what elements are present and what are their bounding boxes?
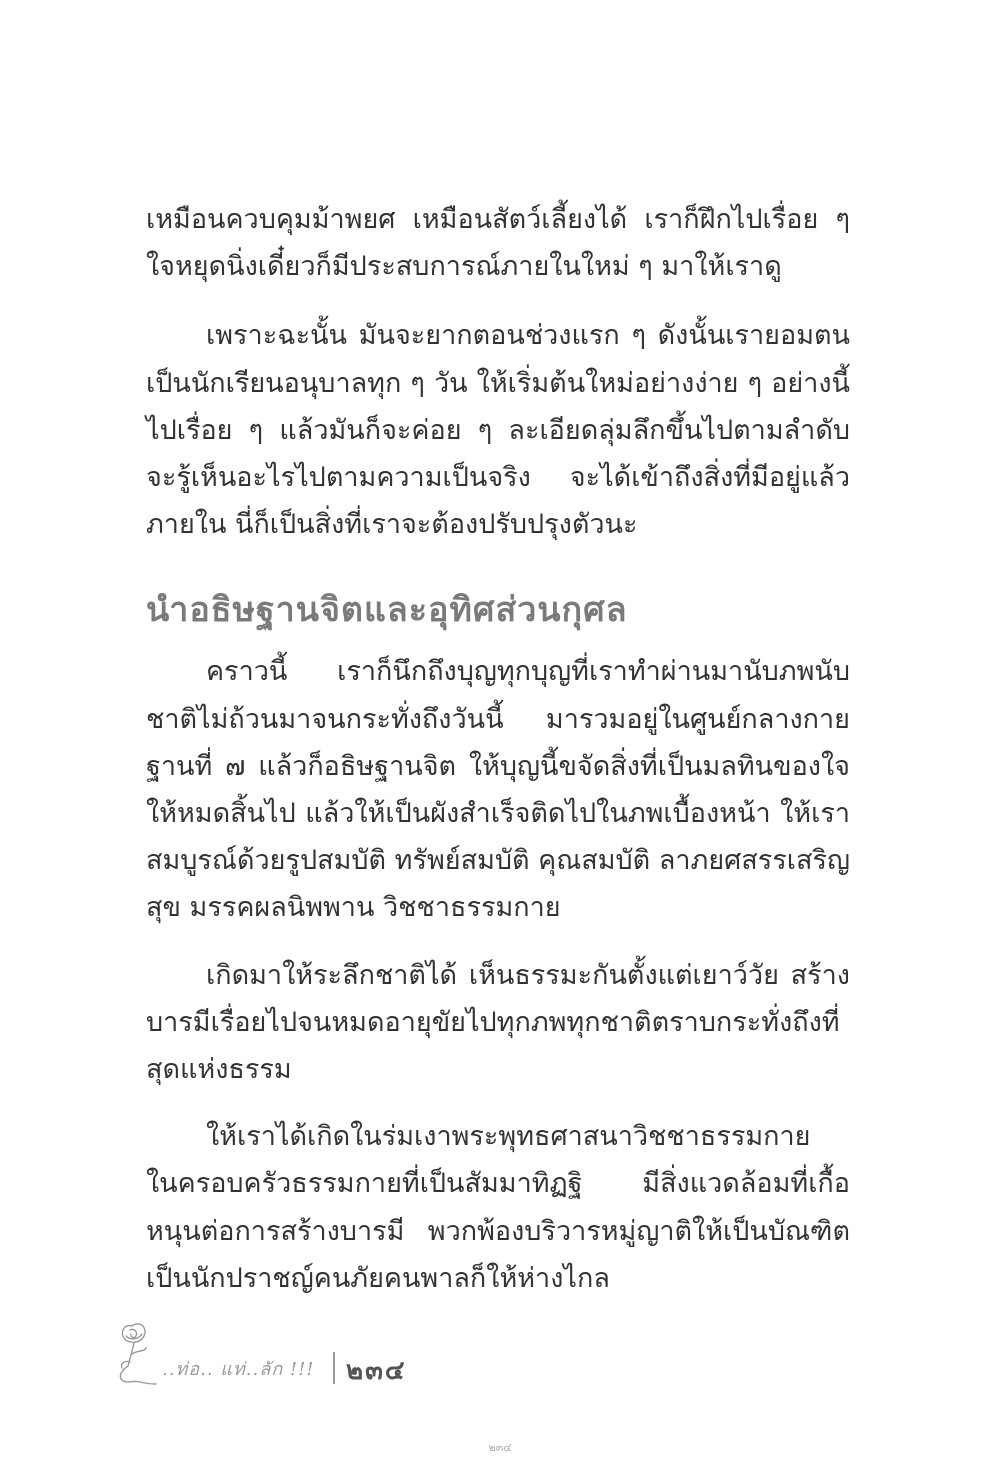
bottom-page-mark: ๒๓๔	[488, 1441, 512, 1454]
paragraph-4: เกิดมาให้ระลึกชาติได้ เห็นธรรมะกันตั้งแต่เยาว์วัย สร้างบารมีเรื่อยไปจนหมดอายุขัยไปทุกภพทุกชาติตราบกระทั่งถึงที่สุดแห่งธรรม	[146, 959, 850, 1086]
footer-tagline: ..ท่อ.. แท่..ลัก !!!	[162, 1359, 315, 1380]
paragraph-5: ให้เราได้เกิดในร่มเงาพระพุทธศาสนาวิชชาธรรมกาย ในครอบครัวธรรมกายที่เป็นสัมมาทิฏฐิ มีสิ่งแวดล้อมที่เกื้อหนุนต่อการสร้างบารมี พวกพ้องบริวารหมู่ญาติให้เป็นบัณฑิต เป็นนักปราชญ์คนภัยคนพาลก็ให้ห่างไกล	[146, 1121, 850, 1294]
paragraph-2: เพราะฉะนั้น มันจะยากตอนช่วงแรก ๆ ดังนั้นเรายอมตนเป็นนักเรียนอนุบาลทุก ๆ วัน ให้เริ่มต้นใหม่อย่างง่าย ๆ อย่างนี้ไปเรื่อย ๆ แล้วมันก็จะค่อย ๆ ละเอียดลุ่มลึกขึ้นไปตามลำดับ จะรู้เห็นอะไรไปตามความเป็นจริง จะได้เข้าถึงสิ่งที่มีอยู่แล้วภายใน นี่ก็เป็นสิ่งที่เราจะต้องปรับปรุงตัวนะ	[146, 320, 850, 541]
paragraph-1: เหมือนควบคุมม้าพยศ เหมือนสัตว์เลี้ยงได้ เราก็ฝึกไปเรื่อย ๆ ใจหยุดนิ่งเดี๋ยวก็มีประสบการณ์ภายในใหม่ ๆ มาให้เราดู	[146, 204, 850, 283]
page-footer	[110, 1310, 510, 1390]
page-body	[146, 196, 850, 1302]
page-number: ๒๓๔	[346, 1356, 407, 1386]
footer-divider	[333, 1352, 335, 1384]
section-heading: นำอธิษฐานจิตและอุทิศส่วนกุศล	[146, 590, 628, 631]
paragraph-3: คราวนี้ เราก็นึกถึงบุญทุกบุญที่เราทำผ่านมานับภพนับชาติไม่ถ้วนมาจนกระทั่งถึงวันนี้ มารวมอยู่ในศูนย์กลางกายฐานที่ ๗ แล้วก็อธิษฐานจิต ให้บุญนี้ขจัดสิ่งที่เป็นมลทินของใจให้หมดสิ้นไป แล้วให้เป็นผังสำเร็จติดไปในภพเบื้องหน้า ให้เราสมบูรณ์ด้วยรูปสมบัติ ทรัพย์สมบัติ คุณสมบัติ ลาภยศสรรเสริญสุข มรรคผลนิพพาน วิชชาธรรมกาย	[146, 656, 850, 924]
rose-icon	[110, 1310, 170, 1390]
